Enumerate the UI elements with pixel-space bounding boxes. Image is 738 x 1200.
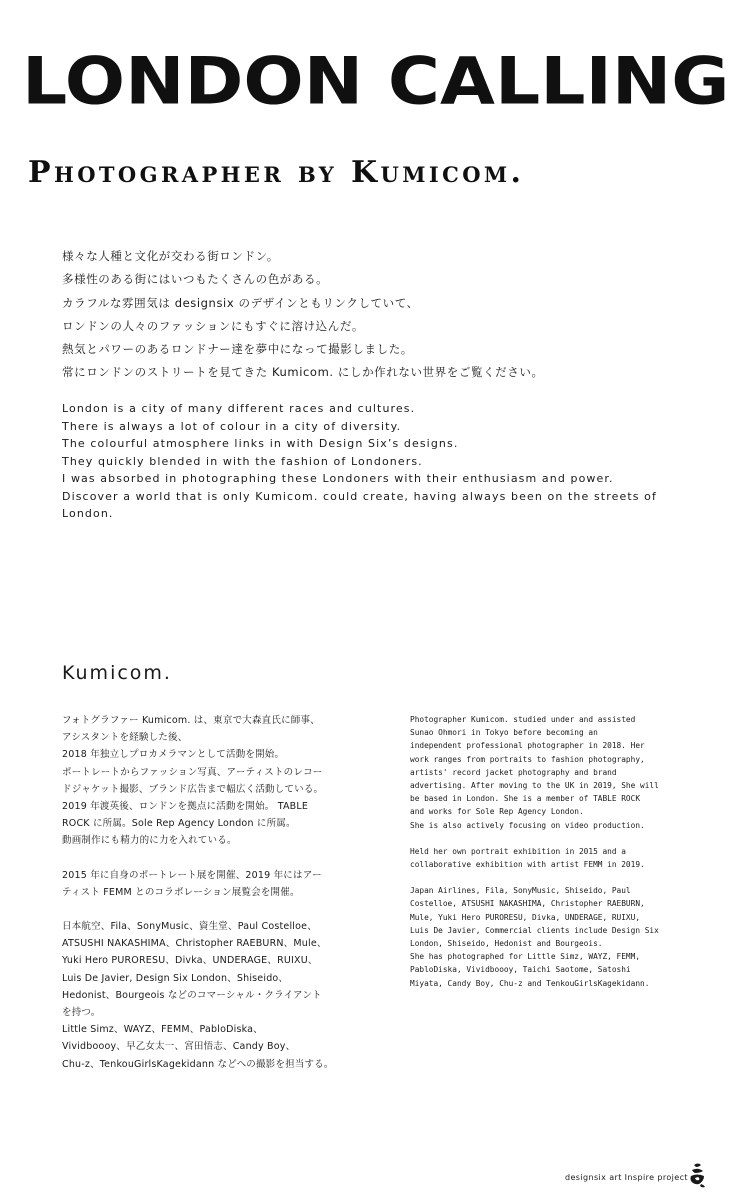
photographer-name: Kumicom. xyxy=(62,662,172,684)
intro-jp-line: 常にロンドンのストリートを見てきた Kumicom. にしか作れない世界をご覧ください。 xyxy=(62,365,544,380)
intro-jp-line: カラフルな雰囲気は designsix のデザインともリンクしていて、 xyxy=(62,295,419,310)
intro-en-line: Discover a world that is only Kumicom. could create, having always been on the streets of London. xyxy=(62,489,657,520)
bio-jp-line: ティスト FEMM とのコラボレーション展覧会を開催。 xyxy=(62,886,300,898)
bio-jp-line: を持つ。 xyxy=(62,1007,101,1019)
designsix-logo-icon xyxy=(688,1162,708,1188)
bio-jp-line: Luis De Javier, Design Six London、Shiseido、 xyxy=(62,972,289,984)
paragraph-gap xyxy=(62,901,392,918)
paragraph-gap xyxy=(410,871,710,884)
intro-en-line: There is always a lot of colour in a city of diversity. xyxy=(62,419,402,433)
intro-english xyxy=(62,400,702,523)
bio-en-line: Miyata, Candy Boy, Chu-z and TenkouGirlsKagekidann. xyxy=(410,978,650,988)
bio-japanese xyxy=(62,712,392,1073)
bio-en-line: PabloDiska, Vividboooy, Taichi Saotome, Satoshi xyxy=(410,965,631,975)
bio-en-line: Sunao Ohmori in Tokyo before becoming an xyxy=(410,728,598,738)
bio-en-line: advertising. After moving to the UK in 2019, She will xyxy=(410,781,659,791)
bio-jp-line: Chu-z、TenkouGirlsKagekidann などへの撮影を担当する。 xyxy=(62,1058,334,1070)
bio-en-line: Mule, Yuki Hero PURORESU, Divka, UNDERAGE, RUIXU, xyxy=(410,912,641,922)
intro-japanese xyxy=(62,245,702,385)
bio-en-line: Photographer Kumicom. studied under and assisted xyxy=(410,715,636,724)
bio-jp-line: 2015 年に自身のポートレート展を開催、2019 年にはアー xyxy=(62,869,322,881)
bio-en-line: Japan Airlines, Fila, SonyMusic, Shiseido, Paul xyxy=(410,886,631,896)
bio-en-line: work ranges from portraits to fashion photography, xyxy=(410,754,645,764)
page-subtitle: Photographer by Kumicom. xyxy=(28,155,525,190)
bio-jp-line: 動画制作にも精力的に力を入れている。 xyxy=(62,835,237,847)
bio-en-line: She has photographed for Little Simz, WAYZ, FEMM, xyxy=(410,952,641,962)
bio-en-line: independent professional photographer in 2018. Her xyxy=(410,741,645,751)
footer-credit: designsix art Inspire project xyxy=(565,1173,688,1182)
intro-en-line: I was absorbed in photographing these Londoners with their enthusiasm and power. xyxy=(62,472,614,485)
page-title: LONDON CALLING xyxy=(22,42,730,120)
intro-en-line: The colourful atmosphere links in with Design Six’s designs. xyxy=(62,437,459,450)
paragraph-gap xyxy=(62,850,392,867)
bio-jp-line: ATSUSHI NAKASHIMA、Christopher RAEBURN、Mule、 xyxy=(62,938,327,950)
intro-jp-line: 多様性のある街にはいつもたくさんの色がある。 xyxy=(62,272,329,287)
bio-jp-line: Yuki Hero PURORESU、Divka、UNDERAGE、RUIXU、 xyxy=(62,955,318,967)
bio-jp-line: 2018 年独立しプロカメラマンとして活動を開始。 xyxy=(62,749,285,761)
bio-en-line: Costelloe, ATSUSHI NAKASHIMA, Christopher RAEBURN, xyxy=(410,899,645,909)
intro-en-line: London is a city of many different races and cultures. xyxy=(62,402,416,415)
bio-en-line: artists' record jacket photography and brand xyxy=(410,767,617,777)
bio-en-line: Luis De Javier, Commercial clients include Design Six xyxy=(410,925,659,935)
bio-en-line: She is also actively focusing on video production. xyxy=(410,820,645,830)
intro-jp-line: 様々な人種と文化が交わる街ロンドン。 xyxy=(62,249,279,263)
paragraph-gap xyxy=(410,832,710,845)
bio-en-line: be based in London. She is a member of TABLE ROCK xyxy=(410,794,641,804)
bio-jp-line: Little Simz、WAYZ、FEMM、PabloDiska、 xyxy=(62,1024,263,1036)
bio-en-line: Held her own portrait exhibition in 2015 and a xyxy=(410,846,626,856)
bio-jp-line: Hedonist、Bourgeois などのコマーシャル・クライアント xyxy=(62,989,322,1001)
bio-jp-line: 2019 年渡英後、ロンドンを拠点に活動を開始。 TABLE xyxy=(62,801,309,813)
intro-jp-line: 熱気とパワーのあるロンドナー達を夢中になって撮影しました。 xyxy=(62,342,413,357)
bio-jp-line: 日本航空、Fila、SonyMusic、資生堂、Paul Costelloe、 xyxy=(62,921,317,933)
bio-jp-line: フォトグラファー Kumicom. は、東京で大森直氏に師事、 xyxy=(62,715,320,726)
bio-jp-line: Vividboooy、早乙女太一、宮田悟志、Candy Boy、 xyxy=(62,1041,296,1053)
bio-en-line: London, Shiseido, Hedonist and Bourgeois. xyxy=(410,939,603,949)
bio-jp-line: ポートレートからファッション写真、アーティストのレコー xyxy=(62,766,323,778)
bio-en-line: collaborative exhibition with artist FEMM in 2019. xyxy=(410,860,645,870)
bio-jp-line: アシスタントを経験した後、 xyxy=(62,732,188,744)
intro-en-line: They quickly blended in with the fashion of Londoners. xyxy=(62,454,423,468)
bio-jp-line: ドジャケット撮影、ブランド広告まで幅広く活動している。 xyxy=(62,783,324,795)
bio-english xyxy=(410,713,710,990)
bio-en-line: and works for Sole Rep Agency London. xyxy=(410,807,584,817)
bio-jp-line: ROCK に所属。Sole Rep Agency London に所属。 xyxy=(62,818,296,830)
intro-jp-line: ロンドンの人々のファッションにもすぐに溶け込んだ。 xyxy=(62,318,365,333)
